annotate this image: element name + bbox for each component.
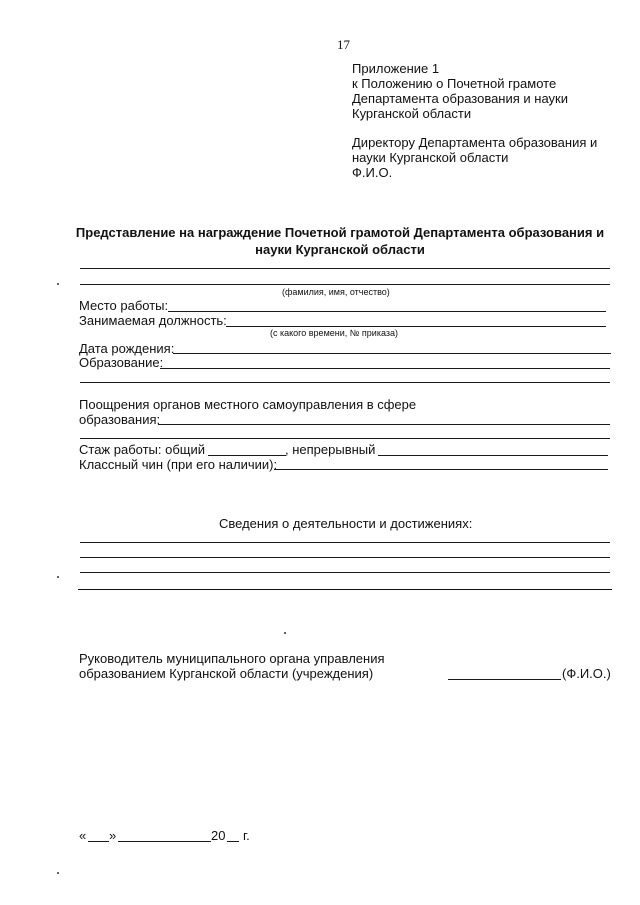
date-year-prefix: 20 xyxy=(211,828,226,843)
appendix-line-3: Департамента образования и науки xyxy=(352,91,568,106)
achievements-line-3 xyxy=(80,572,610,573)
scan-speck xyxy=(57,576,59,578)
signature-line-2: образованием Курганской области (учреждения) xyxy=(79,666,374,681)
date-open-quote: « xyxy=(79,828,87,843)
appendix-line-4: Курганской области xyxy=(352,106,472,121)
name-line-2 xyxy=(80,284,610,285)
experience-continuous-line xyxy=(378,455,608,456)
education-line-2 xyxy=(80,382,610,383)
rank-label: Классный чин (при его наличии): xyxy=(79,457,278,472)
appendix-line-1: Приложение 1 xyxy=(352,61,440,76)
position-hint: (с какого времени, № приказа) xyxy=(270,328,398,338)
scan-speck xyxy=(57,283,59,285)
workplace-label: Место работы: xyxy=(79,298,169,313)
date-year-suffix: г. xyxy=(243,828,250,843)
signature-line xyxy=(448,679,561,680)
achievements-line-4 xyxy=(78,589,612,590)
scan-speck xyxy=(57,872,59,874)
title-line-1: Представление на награждение Почетной грамотой Департамента образования и xyxy=(75,225,605,240)
addressee-line-2: науки Курганской области xyxy=(352,150,509,165)
date-month-line xyxy=(118,841,211,842)
name-hint: (фамилия, имя, отчество) xyxy=(282,287,390,297)
encouragement-label-1: Поощрения органов местного самоуправления в сфере xyxy=(79,397,417,412)
appendix-block xyxy=(352,61,568,121)
addressee-line-1: Директору Департамента образования и xyxy=(352,135,598,150)
education-line-1 xyxy=(160,368,610,369)
date-day-line xyxy=(88,841,109,842)
date-year-line xyxy=(227,841,239,842)
workplace-line xyxy=(168,311,606,312)
page-number: 17 xyxy=(337,37,350,52)
experience-total-line xyxy=(208,455,286,456)
name-line-1 xyxy=(80,268,610,269)
appendix-line-2: к Положению о Почетной грамоте xyxy=(352,76,557,91)
position-line xyxy=(226,326,606,327)
signature-line-1: Руководитель муниципального органа управления xyxy=(79,651,385,666)
title-line-2: науки Курганской области xyxy=(255,242,425,257)
signature-fio: (Ф.И.О.) xyxy=(562,666,611,681)
position-label: Занимаемая должность: xyxy=(79,313,227,328)
achievements-heading: Сведения о деятельности и достижениях: xyxy=(219,516,473,531)
date-close-quote: » xyxy=(109,828,117,843)
rank-line xyxy=(274,469,608,470)
experience-continuous-label: , непрерывный xyxy=(285,442,376,457)
experience-label: Стаж работы: общий xyxy=(79,442,206,457)
encouragement-label-2: образования: xyxy=(79,412,161,427)
encouragement-line-2 xyxy=(80,438,610,439)
education-label: Образование: xyxy=(79,355,164,370)
document-title xyxy=(60,224,620,258)
achievements-line-1 xyxy=(80,542,610,543)
scan-speck xyxy=(284,632,286,634)
achievements-line-2 xyxy=(80,557,610,558)
birthdate-label: Дата рождения: xyxy=(79,341,175,356)
birthdate-line xyxy=(173,353,611,354)
encouragement-line-1 xyxy=(158,424,610,425)
addressee-line-3: Ф.И.О. xyxy=(352,165,393,180)
addressee-block xyxy=(352,135,597,180)
